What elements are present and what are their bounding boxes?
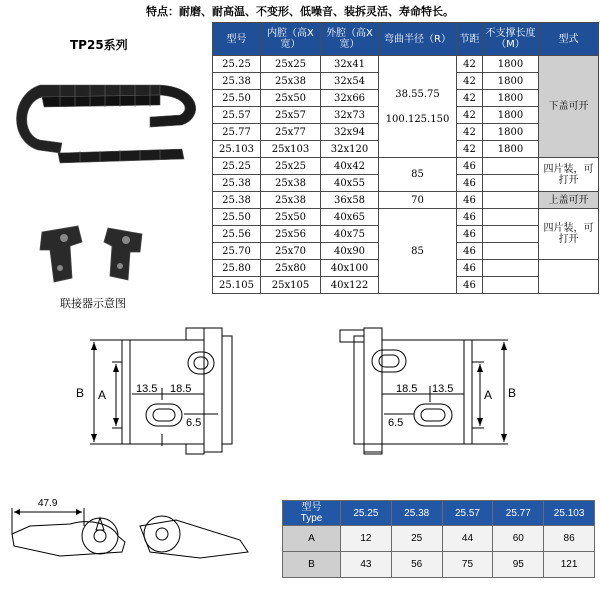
inner-cell: 25x103 [261, 141, 321, 158]
model-cell: 25.50 [213, 209, 261, 226]
spec-header-cell: 型式 [539, 23, 599, 56]
length-cell: 1800 [483, 90, 539, 107]
dim-header-cell: 25.57 [442, 501, 493, 526]
outer-cell: 32x73 [321, 107, 379, 124]
dim-value: 60 [493, 526, 544, 552]
model-cell: 25.103 [213, 141, 261, 158]
series-title: TP25系列 [70, 38, 128, 52]
outer-cell: 40x42 [321, 158, 379, 175]
pitch-cell: 46 [457, 243, 483, 260]
outer-cell: 32x41 [321, 56, 379, 73]
inner-cell: 25x57 [261, 107, 321, 124]
dim-value: 25 [391, 526, 442, 552]
model-cell: 25.80 [213, 260, 261, 277]
length-cell [483, 243, 539, 260]
pitch-cell: 46 [457, 209, 483, 226]
model-cell: 25.70 [213, 243, 261, 260]
radius-cell: 85 [379, 209, 457, 294]
radius-line: 100.125.150 [385, 113, 450, 125]
spec-header-cell: 型号 [213, 23, 261, 56]
type-cell: 四片装，可打开 [539, 158, 599, 192]
dim-header-label [283, 501, 341, 526]
radius-cell: 85 [379, 158, 457, 192]
pitch-cell: 42 [457, 124, 483, 141]
radius-cell [379, 56, 457, 158]
drawing-left [70, 322, 285, 462]
pitch-cell: 42 [457, 141, 483, 158]
inner-cell: 25x38 [261, 175, 321, 192]
radius-line: 38.55.75 [395, 88, 440, 100]
type-cell: 四片装，可打开 [539, 209, 599, 260]
outer-cell: 40x100 [321, 260, 379, 277]
dim-value: 86 [544, 526, 595, 552]
label-a: A [484, 388, 493, 402]
pitch-cell: 42 [457, 56, 483, 73]
table-row [213, 192, 599, 209]
inner-cell: 25x25 [261, 158, 321, 175]
outer-cell: 40x122 [321, 277, 379, 294]
table-row [213, 56, 599, 73]
length-cell: 1800 [483, 73, 539, 90]
spec-header-cell: 外腔（高X宽） [321, 23, 379, 56]
length-cell [483, 277, 539, 294]
dim-47-9: 47.9 [38, 498, 58, 509]
model-cell: 25.38 [213, 192, 261, 209]
dim-value: 44 [442, 526, 493, 552]
cable-chain-drawing [16, 85, 195, 163]
length-cell: 1800 [483, 56, 539, 73]
pitch-cell: 46 [457, 277, 483, 294]
dim-value: 56 [391, 552, 442, 578]
model-cell: 25.77 [213, 124, 261, 141]
outer-cell: 40x65 [321, 209, 379, 226]
inner-cell: 25x50 [261, 209, 321, 226]
model-cell: 25.56 [213, 226, 261, 243]
dim-13-5: 13.5 [136, 383, 158, 395]
length-cell [483, 158, 539, 175]
dim-value: 43 [341, 552, 392, 578]
outer-cell: 36x58 [321, 192, 379, 209]
length-cell: 1800 [483, 124, 539, 141]
length-cell [483, 192, 539, 209]
dim-value: 95 [493, 552, 544, 578]
model-cell: 25.38 [213, 73, 261, 90]
inner-cell: 25x105 [261, 277, 321, 294]
connector-image [30, 220, 160, 290]
inner-cell: 25x25 [261, 56, 321, 73]
table-row [283, 526, 595, 552]
length-cell [483, 175, 539, 192]
type-cell: 下盖可开 [539, 56, 599, 158]
outer-cell: 32x94 [321, 124, 379, 141]
dim-header-line: 型号 [301, 502, 322, 513]
inner-cell: 25x77 [261, 124, 321, 141]
pitch-cell: 46 [457, 226, 483, 243]
dim-6-5: 6.5 [186, 417, 202, 429]
pitch-cell: 42 [457, 107, 483, 124]
dim-value: 12 [341, 526, 392, 552]
outer-cell: 40x55 [321, 175, 379, 192]
length-cell: 1800 [483, 107, 539, 124]
outer-cell: 32x54 [321, 73, 379, 90]
profile-drawings [0, 490, 270, 570]
type-cell-empty [539, 260, 599, 294]
label-b: B [76, 386, 85, 400]
table-row [213, 209, 599, 226]
spec-header-cell: 弯曲半径（R） [379, 23, 457, 56]
inner-cell: 25x50 [261, 90, 321, 107]
connector-drawing [40, 226, 142, 282]
type-cell: 上盖可开 [539, 192, 599, 209]
features-text: 特点：耐磨、耐高温、不变形、低噪音、装拆灵活、寿命特长。 [146, 5, 454, 18]
outer-cell: 40x90 [321, 243, 379, 260]
inner-cell: 25x70 [261, 243, 321, 260]
row-label: B [283, 552, 341, 578]
spec-header-cell: 内腔（高X宽） [261, 23, 321, 56]
dim-18-5: 18.5 [170, 383, 192, 395]
pitch-cell: 42 [457, 73, 483, 90]
dim-value: 121 [544, 552, 595, 578]
dim-13-5: 13.5 [432, 383, 454, 395]
spec-header-cell: 不支撑长度（M） [483, 23, 539, 56]
table-row [213, 158, 599, 175]
model-cell: 25.105 [213, 277, 261, 294]
length-cell [483, 209, 539, 226]
length-cell: 1800 [483, 141, 539, 158]
inner-cell: 25x38 [261, 192, 321, 209]
model-cell: 25.50 [213, 90, 261, 107]
connector-caption: 联接器示意图 [60, 297, 126, 310]
spec-header-cell: 节距 [457, 23, 483, 56]
dim-header-line: Type [300, 513, 323, 524]
pitch-cell: 42 [457, 90, 483, 107]
model-cell: 25.57 [213, 107, 261, 124]
label-b: B [508, 386, 517, 400]
dim-header-cell: 25.77 [493, 501, 544, 526]
length-cell [483, 226, 539, 243]
dim-header-row [283, 501, 595, 526]
inner-cell: 25x38 [261, 73, 321, 90]
dim-value: 75 [442, 552, 493, 578]
inner-cell: 25x80 [261, 260, 321, 277]
pitch-cell: 46 [457, 175, 483, 192]
dim-header-cell: 25.25 [341, 501, 392, 526]
dim-18-5: 18.5 [396, 383, 418, 395]
row-label: A [283, 526, 341, 552]
drawing-right [318, 322, 533, 462]
model-cell: 25.38 [213, 175, 261, 192]
outer-cell: 32x66 [321, 90, 379, 107]
model-cell: 25.25 [213, 158, 261, 175]
inner-cell: 25x56 [261, 226, 321, 243]
dim-header-cell: 25.38 [391, 501, 442, 526]
pitch-cell: 46 [457, 260, 483, 277]
spec-header-row [213, 23, 599, 56]
outer-cell: 40x75 [321, 226, 379, 243]
table-row [283, 552, 595, 578]
spec-table [212, 22, 599, 294]
dimension-table [282, 500, 595, 578]
model-cell: 25.25 [213, 56, 261, 73]
dim-6-5: 6.5 [388, 417, 404, 429]
pitch-cell: 46 [457, 192, 483, 209]
length-cell [483, 260, 539, 277]
outer-cell: 32x120 [321, 141, 379, 158]
cable-chain-image [0, 55, 210, 175]
radius-cell: 70 [379, 192, 457, 209]
pitch-cell: 46 [457, 158, 483, 175]
label-a: A [98, 388, 107, 402]
dim-header-cell: 25.103 [544, 501, 595, 526]
